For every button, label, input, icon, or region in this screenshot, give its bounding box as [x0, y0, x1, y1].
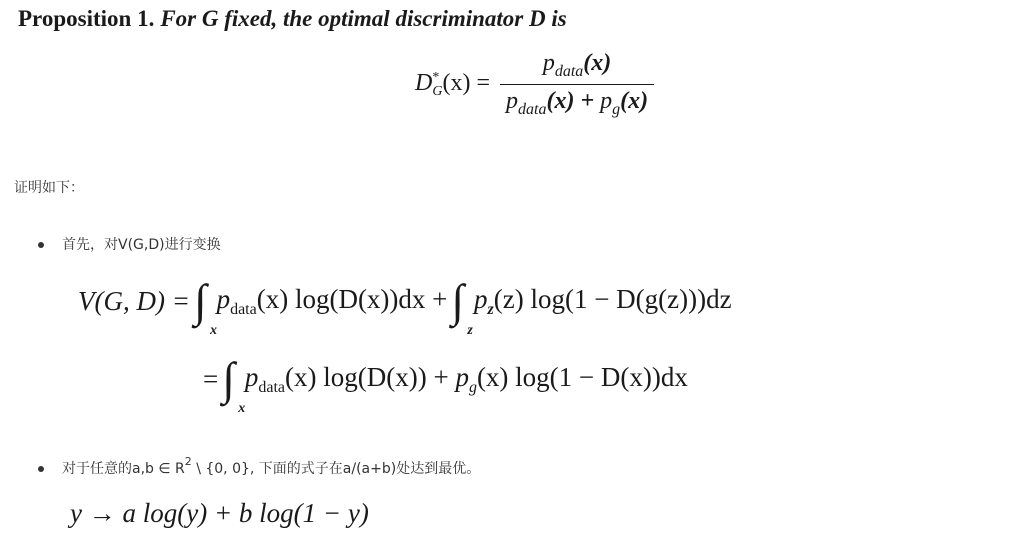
integral-icon: ∫ x	[193, 275, 217, 338]
eq-term: $p_{data}(x) \log(D(x))dx$ +	[216, 283, 448, 318]
eq-term: $p_{data}(x) \log(D(x)) + p_g(x) \log(1 - D(x))dx$	[244, 361, 688, 396]
eq-lhs: V(G, D) =	[78, 285, 190, 316]
eq-lhs: D * G (x) =	[415, 69, 490, 99]
proof-label: 证明如下：	[14, 180, 84, 196]
bullet-text: 首先，对V(G,D)进行变换	[62, 237, 221, 253]
bullet-icon	[38, 466, 44, 472]
fraction-numerator: $p_{data}(x)$	[542, 50, 612, 80]
eq-term: $p_z(z) \log(1 - D(g(z)))dz$	[474, 283, 732, 318]
eq-lhs: =	[203, 363, 219, 394]
proposition-label: Proposition 1.	[18, 6, 155, 31]
fraction	[500, 50, 654, 119]
proposition-statement: For G fixed, the optimal discriminator D is	[160, 6, 567, 31]
fraction-denominator: $p_{data}(x) + p_g(x)$	[500, 84, 654, 119]
bullet-icon	[38, 242, 44, 248]
value-function-line-2	[203, 353, 688, 416]
bullet-text: 对于任意的a,b ∈ $R^2$ \ {0, 0}, 下面的式子在a/(a+b)处达到最优。	[62, 455, 481, 477]
list-item	[38, 234, 221, 254]
list-item	[38, 455, 480, 478]
final-expression: y → a log(y) + b log(1 − y)	[70, 498, 369, 528]
integral-icon: ∫ z	[451, 275, 473, 338]
integral-icon: ∫ x	[222, 353, 246, 416]
proposition-heading	[18, 6, 567, 32]
optimal-discriminator-equation	[415, 50, 654, 119]
value-function-line-1	[78, 275, 732, 338]
